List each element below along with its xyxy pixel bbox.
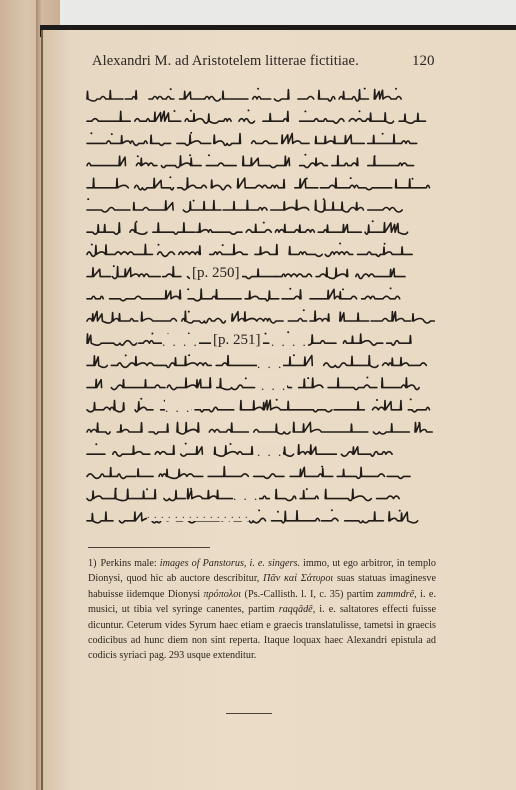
diacritic-dot [257, 88, 259, 90]
syriac-word [135, 178, 174, 190]
syriac-word [206, 163, 236, 166]
syriac-word [408, 407, 429, 412]
syriac-script-lines [85, 87, 437, 537]
syriac-word [238, 178, 285, 188]
diacritic-dot [158, 244, 160, 246]
diacritic-dot [323, 198, 325, 200]
syriac-word [211, 180, 231, 190]
syriac-word [299, 378, 323, 388]
syriac-word [332, 156, 358, 166]
diacritic-dot [376, 399, 378, 401]
diacritic-dot [303, 309, 305, 311]
syriac-word [164, 491, 185, 501]
syriac-word [87, 178, 128, 188]
syriac-word [127, 489, 155, 498]
footnote-rule [88, 547, 210, 548]
syriac-word [315, 200, 363, 212]
ellipsis-7: . . . [233, 488, 260, 503]
syriac-word [138, 469, 154, 477]
syriac-word [320, 178, 365, 188]
footnote-greek-1: Πᾶν καὶ Σάτυροι [263, 573, 334, 585]
page-marker-250: [p. 250] [192, 265, 240, 281]
syriac-word [183, 201, 221, 213]
syriac-line [87, 377, 419, 390]
syriac-word [187, 489, 235, 499]
diacritic-dot [208, 154, 210, 156]
diacritic-dot [287, 331, 289, 333]
syriac-word [396, 179, 430, 188]
diacritic-dot [304, 110, 306, 112]
syriac-word [210, 244, 248, 254]
diacritic-dot [339, 243, 341, 245]
diacritic-dot [359, 110, 361, 112]
diacritic-dot [190, 132, 192, 134]
syriac-word [282, 134, 309, 144]
syriac-word [325, 489, 371, 500]
syriac-line [87, 132, 417, 146]
syriac-line [87, 243, 412, 257]
syriac-word [135, 111, 181, 121]
syriac-word [134, 244, 153, 254]
syriac-word [214, 446, 252, 456]
syriac-line [87, 154, 414, 168]
syriac-word [135, 402, 153, 412]
syriac-word [195, 407, 234, 412]
diacritic-dot [331, 509, 333, 511]
page-number: 120 [412, 53, 435, 69]
syriac-word [377, 496, 400, 499]
diacritic-dot [384, 243, 386, 245]
diacritic-dot [190, 110, 192, 112]
syriac-word [315, 135, 364, 144]
diacritic-dot [91, 244, 93, 246]
syriac-line [87, 443, 392, 457]
footnote-text-e-italic: raqqâdê, [278, 604, 316, 616]
diacritic-dot [289, 288, 291, 290]
syriac-word [274, 90, 289, 101]
syriac-word [373, 424, 409, 434]
syriac-word [276, 489, 296, 500]
syriac-word [240, 400, 286, 410]
syriac-word [161, 356, 212, 367]
syriac-word [288, 401, 332, 411]
diacritic-dot [90, 132, 92, 134]
footnote-text-c: suas statuas imaginesve habuisse iidemque Dionysi [88, 573, 436, 600]
diacritic-dot [382, 133, 384, 135]
syriac-word [181, 447, 203, 457]
syriac-word [275, 224, 314, 232]
syriac-word [136, 158, 157, 165]
syriac-word [295, 179, 318, 188]
syriac-word [177, 135, 211, 146]
syriac-word [188, 289, 241, 301]
syriac-word [87, 334, 137, 345]
diacritic-dot [115, 488, 117, 490]
diacritic-dot [125, 354, 127, 356]
diacritic-dot [222, 244, 224, 246]
syriac-line [87, 509, 418, 523]
diacritic-dot [174, 110, 176, 112]
footnote-text-b: immo, ut ego arbitror, in templo Dionysi, quod hic ab auctore describitur, [88, 558, 436, 585]
diacritic-dot [350, 177, 352, 179]
diacritic-dot [95, 443, 97, 445]
syriac-word [290, 467, 333, 476]
page-marker-251: [p. 251] [213, 332, 261, 348]
diacritic-dot [136, 221, 138, 223]
ellipsis-2: . . . . [271, 334, 308, 349]
footnote [88, 556, 436, 664]
syriac-word [373, 401, 402, 410]
syriac-word [300, 119, 344, 124]
footnote-text-d-italic: zammdrê, [376, 588, 417, 600]
syriac-word [415, 422, 432, 432]
footnote-text-d: (Ps.-Callisth. l. I, c. 35) partim [241, 588, 377, 600]
footnote-number: 1) [88, 558, 97, 569]
syriac-word [272, 511, 320, 523]
syriac-word [271, 200, 309, 210]
diacritic-dot [230, 443, 232, 445]
syriac-word [387, 476, 410, 478]
syriac-word [366, 188, 392, 190]
syriac-word [252, 141, 278, 144]
syriac-word [310, 311, 329, 321]
syriac-line [87, 309, 434, 323]
syriac-word [133, 201, 173, 210]
diacritic-dot [151, 333, 153, 335]
syriac-word [87, 468, 136, 479]
syriac-line [87, 265, 405, 279]
syriac-word [341, 447, 392, 456]
syriac-word [166, 290, 181, 299]
diacritic-dot [410, 398, 412, 400]
diacritic-dot [366, 377, 368, 379]
syriac-word [300, 158, 328, 167]
syriac-word [149, 97, 174, 100]
footnote-text-a-italic: images of Panstorus, i. e. singers. [159, 558, 300, 569]
diacritic-dot [293, 354, 295, 356]
syriac-word [87, 489, 128, 501]
syriac-word [182, 311, 226, 323]
diacritic-dot [189, 154, 191, 156]
syriac-word [87, 356, 107, 368]
diacritic-dot [265, 333, 267, 335]
syriac-word [155, 446, 174, 455]
syriac-word [255, 245, 277, 255]
diacritic-dot [137, 155, 139, 157]
diacritic-dot [140, 398, 142, 400]
syriac-word [87, 296, 103, 299]
syriac-word [365, 223, 408, 235]
syriac-word [239, 119, 255, 124]
ellipsis-8: . . . . . . . . . . . . . . . [147, 510, 249, 521]
diacritic-dot [248, 109, 250, 111]
diacritic-dot [185, 443, 187, 445]
diacritic-dot [304, 154, 306, 156]
diacritic-dot [188, 311, 190, 313]
syriac-word [167, 378, 210, 390]
syriac-word [232, 312, 283, 323]
syriac-word [209, 423, 248, 432]
diacritic-dot [276, 399, 278, 401]
syriac-word [328, 378, 377, 390]
syriac-word [368, 208, 402, 213]
syriac-word [177, 422, 199, 434]
syriac-word [324, 356, 378, 368]
diacritic-dot [186, 177, 188, 179]
syriac-word [163, 267, 181, 277]
diacritic-dot [190, 488, 192, 490]
footnote-text-f: i. e. saltatores effecti fuisse dicuntur. Ceterum vides Syrum haec etiam e graecis translatulisse, tametsi in graecis codicibus ad hunc diem non sint reperta. Itaque loquax haec Alexandri epistula ad codicis syriaci pag. 293 usque extenditur. [88, 604, 437, 662]
syriac-line [87, 422, 432, 434]
syriac-word [318, 225, 361, 233]
syriac-word [223, 91, 248, 99]
syriac-word [141, 312, 176, 321]
syriac-word [358, 247, 413, 257]
diacritic-dot [188, 354, 190, 356]
syriac-word [345, 512, 384, 523]
syriac-word [87, 156, 126, 165]
diacritic-dot [111, 133, 113, 135]
syriac-line [87, 287, 400, 300]
syriac-word [111, 380, 165, 390]
syriac-word [246, 224, 271, 232]
diacritic-dot [395, 88, 397, 90]
diacritic-dot [342, 288, 344, 290]
syriac-word [298, 445, 336, 455]
syriac-word [253, 97, 271, 100]
syriac-word [340, 312, 369, 321]
syriac-word [374, 89, 401, 99]
syriac-line [87, 88, 401, 101]
syriac-word [87, 379, 102, 387]
diacritic-dot [399, 510, 401, 512]
syriac-word [245, 291, 279, 301]
syriac-word [249, 518, 265, 523]
diacritic-dot [258, 509, 260, 511]
syriac-word [223, 200, 267, 210]
syriac-word [87, 91, 123, 102]
syriac-word [185, 114, 231, 124]
syriac-word [319, 90, 335, 101]
syriac-word [158, 252, 175, 257]
diacritic-dot [245, 377, 247, 379]
syriac-word [413, 314, 435, 323]
syriac-word [110, 296, 165, 301]
syriac-word [368, 156, 414, 165]
diacritic-dot [170, 88, 172, 90]
syriac-word [153, 223, 195, 234]
syriac-word [87, 111, 130, 121]
diacritic-dot [372, 220, 374, 222]
diacritic-dot [374, 155, 376, 157]
syriac-word [217, 379, 255, 390]
syriac-word [159, 469, 203, 478]
syriac-word [334, 402, 364, 410]
background-strip [0, 0, 516, 28]
footnote-text-e: i. e. musici, ut tibia vel syringe canentes, partim [88, 588, 436, 616]
diacritic-dot [193, 200, 195, 202]
running-title: Alexandri M. ad Aristotelem litterae fictitiae. [92, 53, 359, 69]
syriac-word [87, 223, 120, 234]
syriac-word [387, 336, 411, 346]
diacritic-dot [418, 422, 420, 424]
syriac-word [106, 136, 147, 146]
diacritic-dot [307, 377, 309, 379]
syriac-word [289, 247, 322, 257]
diacritic-dot [306, 488, 308, 490]
syriac-word [243, 156, 290, 167]
syriac-word [337, 467, 384, 478]
syriac-word [300, 491, 318, 499]
syriac-word [325, 252, 353, 257]
syriac-word [196, 223, 242, 234]
syriac-word [339, 90, 368, 101]
syriac-word [349, 113, 393, 123]
syriac-line [87, 466, 410, 479]
end-rule [226, 713, 272, 714]
syriac-word [298, 97, 314, 100]
syriac-word [87, 268, 111, 277]
syriac-word [389, 512, 418, 523]
syriac-word [282, 290, 301, 299]
diacritic-dot [169, 176, 171, 178]
syriac-word [254, 474, 284, 479]
syriac-word [321, 518, 338, 521]
syriac-word [356, 269, 405, 279]
diacritic-dot [412, 178, 414, 180]
syriac-word [208, 467, 248, 477]
diacritic-dot [321, 466, 323, 468]
diacritic-dot [87, 198, 89, 200]
syriac-word [254, 424, 290, 434]
syriac-line [87, 198, 402, 212]
syriac-word [87, 400, 124, 411]
syriac-word [214, 134, 241, 146]
syriac-word [113, 446, 150, 456]
syriac-line [87, 176, 430, 190]
syriac-word [87, 311, 138, 323]
diacritic-dot [390, 287, 392, 289]
syriac-word [87, 245, 134, 257]
syriac-word [151, 135, 171, 145]
syriac-word [288, 319, 306, 322]
syriac-word [323, 424, 368, 432]
syriac-line [87, 398, 430, 412]
ellipsis-4: . . . [261, 378, 288, 393]
syriac-word [161, 156, 201, 168]
ellipsis-6: . . . [257, 444, 284, 459]
syriac-word [368, 134, 417, 143]
syriac-word [113, 267, 161, 279]
diacritic-dot [277, 511, 279, 513]
syriac-word [362, 296, 400, 299]
diacritic-dot [306, 178, 308, 180]
ellipsis-1: . . . . [162, 334, 199, 349]
syriac-word [371, 312, 411, 321]
syriac-word [383, 358, 427, 366]
syriac-word [316, 268, 348, 279]
syriac-word [310, 289, 357, 299]
syriac-word [117, 423, 142, 432]
syriac-word [399, 113, 425, 123]
syriac-word [87, 512, 113, 523]
syriac-word [263, 111, 288, 121]
syriac-word [149, 424, 168, 434]
diacritic-dot [113, 265, 115, 267]
syriac-word [125, 91, 136, 99]
syriac-word [178, 179, 207, 190]
syriac-text-block [85, 87, 437, 542]
syriac-word [180, 91, 221, 101]
syriac-line [87, 220, 408, 234]
syriac-word [111, 357, 160, 368]
footnote-text-a: Perkins male: [100, 558, 160, 569]
syriac-word [276, 274, 312, 277]
syriac-word [343, 334, 382, 345]
diacritic-dot [187, 288, 189, 290]
diacritic-dot [263, 222, 265, 224]
syriac-word [382, 378, 419, 390]
diacritic-dot [146, 488, 148, 490]
syriac-line [87, 109, 426, 123]
syriac-word [87, 423, 110, 434]
ellipsis-3: . . . [257, 356, 284, 371]
syriac-word [87, 208, 130, 213]
syriac-word [293, 422, 321, 432]
diacritic-dot [364, 88, 366, 90]
ellipsis-5: . . . [165, 400, 192, 415]
footnote-greek-2: πρόπολοι [203, 588, 242, 600]
syriac-word [130, 223, 147, 234]
syriac-word [179, 246, 201, 255]
